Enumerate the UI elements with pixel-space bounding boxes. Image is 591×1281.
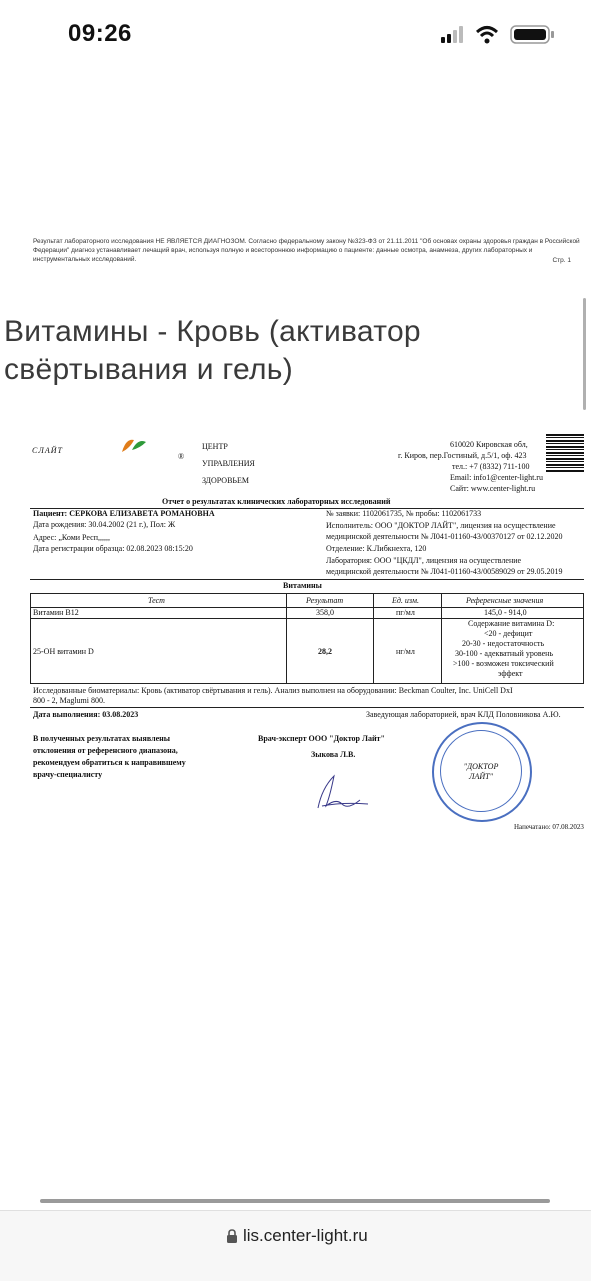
url-text[interactable]: lis.center-light.ru: [243, 1226, 368, 1245]
table-cell-unit: нг/мл: [396, 647, 415, 656]
registration-date: Дата регистрации образца: 02.08.2023 08:15:20: [33, 544, 193, 553]
reference-line: Содержание витамина D:: [468, 619, 555, 628]
head-of-laboratory: Заведующая лабораторией, врач КЛД Половникова А.Ю.: [366, 710, 561, 719]
table-cell-result: 358,0: [316, 608, 334, 617]
logo-registered-mark: ®: [178, 452, 185, 461]
col-header-result: Результат: [306, 596, 344, 605]
wifi-icon: [477, 28, 497, 44]
reference-line: <20 - дефицит: [484, 629, 533, 638]
table-cell-test: Витамин B12: [33, 608, 79, 617]
reference-line: эффект: [498, 669, 523, 678]
table-cell-unit: пг/мл: [396, 608, 415, 617]
vertical-scrollbar[interactable]: [583, 298, 586, 410]
report-title: Отчет о результатах клинических лабораторных исследований: [162, 497, 391, 506]
biomaterial-line-1: Исследованные биоматериалы: Кровь (активатор свёртывания и гель). Анализ выполнен на оборудовании: Beckman Coulter, Inc. UniCell DxI: [33, 686, 513, 695]
lab-report: [26, 428, 588, 848]
advice-line: отклонения от референсного диапазона,: [33, 746, 178, 755]
patient-name: Пациент: СЕРКОВА ЕЛИЗАВЕТА РОМАНОВНА: [33, 509, 215, 518]
status-icons: [441, 24, 561, 51]
patient-address: Адрес: „Коми Респ,,,,,,: [33, 533, 110, 542]
branch: Отделение: К.Либкнехта, 120: [326, 544, 427, 553]
executor-line-2: медицинской деятельности № Л041-01160-43/00370127 от 02.12.2020: [326, 532, 563, 541]
signature-icon: [312, 768, 372, 814]
page-title: Витамины - Кровь (активатор свёртывания и гель): [4, 315, 421, 386]
advice-line: врачу-специалисту: [33, 770, 103, 779]
lab-address-line: г. Киров, пер.Гостиный, д.5/1, оф. 423: [398, 451, 527, 460]
laboratory-line-1: Лаборатория: ООО "ЦКДЛ", лицензия на осуществление: [326, 556, 522, 565]
disclaimer-text: Результат лабораторного исследования НЕ ЯВЛЯЕТСЯ ДИАГНОЗОМ. Согласно федеральному закону №323-ФЗ от 21.11.2011 "Об основах охраны здоровья граждан в Российской Федерации" диагноз устанавливает лечащий врач, используя полную и всестороннюю информацию о пациенте: данные осмотра, анамнеза, других лабораторных и инструментальных исследований.: [33, 238, 580, 263]
logo: СЛАЙТ: [32, 446, 63, 455]
lab-website: Сайт: www.center-light.ru: [450, 484, 536, 493]
order-number: № заявки: 1102061735, № пробы: 1102061733: [326, 509, 482, 518]
lab-email: Email: info1@center-light.ru: [450, 473, 543, 482]
col-header-unit: Ед. изм.: [392, 596, 419, 605]
reference-line: >100 - возможен токсический: [453, 659, 554, 668]
logo-tagline-2: УПРАВЛЕНИЯ: [202, 459, 255, 468]
patient-dob: Дата рождения: 30.04.2002 (21 г.), Пол: Ж: [33, 520, 176, 529]
executor-line-1: Исполнитель: ООО "ДОКТОР ЛАЙТ", лицензия на осуществление: [326, 521, 556, 530]
logo-tagline-3: ЗДОРОВЬЕМ: [202, 476, 250, 485]
col-header-reference: Референсные значения: [466, 596, 544, 605]
advice-line: В полученных результатах выявлены: [33, 734, 170, 743]
barcode: [546, 434, 584, 472]
completion-date: Дата выполнения: 03.08.2023: [33, 710, 139, 719]
doctor-title: Врач-эксперт ООО "Доктор Лайт": [258, 734, 385, 743]
status-time: 09:26: [68, 20, 132, 47]
lock-icon: [226, 1229, 238, 1244]
col-header-test: Тест: [148, 596, 165, 605]
stamp-text: "ДОКТОР ЛАЙТ": [463, 762, 499, 781]
table-title: Витамины: [283, 581, 322, 590]
horizontal-scrollbar[interactable]: [40, 1199, 550, 1203]
logo-tagline-1: ЦЕНТР: [202, 442, 228, 451]
reference-line: 30-100 - адекватный уровень: [455, 649, 554, 658]
leaf-icon: [118, 436, 148, 456]
lab-address-line: 610020 Кировская обл,: [450, 440, 528, 449]
doctor-name: Зыкова Л.В.: [311, 750, 356, 759]
page-number: Стр. 1: [552, 257, 571, 264]
table-cell-reference: 145,0 - 914,0: [484, 608, 527, 617]
laboratory-line-2: медицинской деятельности № Л041-01160-43/00589029 от 29.05.2019: [326, 567, 563, 576]
advice-line: рекомендуем обратиться к направившему: [33, 758, 186, 767]
table-cell-result: 28,2: [318, 647, 332, 656]
biomaterial-line-2: 800 - 2, Maglumi 800.: [33, 696, 105, 705]
battery-icon: [511, 26, 554, 43]
signal-icon: [441, 26, 463, 43]
reference-line: 20-30 - недостаточность: [462, 639, 545, 648]
table-cell-test: 25-OH витамин D: [33, 647, 94, 656]
printed-date: Напечатано: 07.08.2023: [514, 823, 584, 831]
lab-phone: тел.: +7 (8332) 711-100: [452, 462, 530, 471]
